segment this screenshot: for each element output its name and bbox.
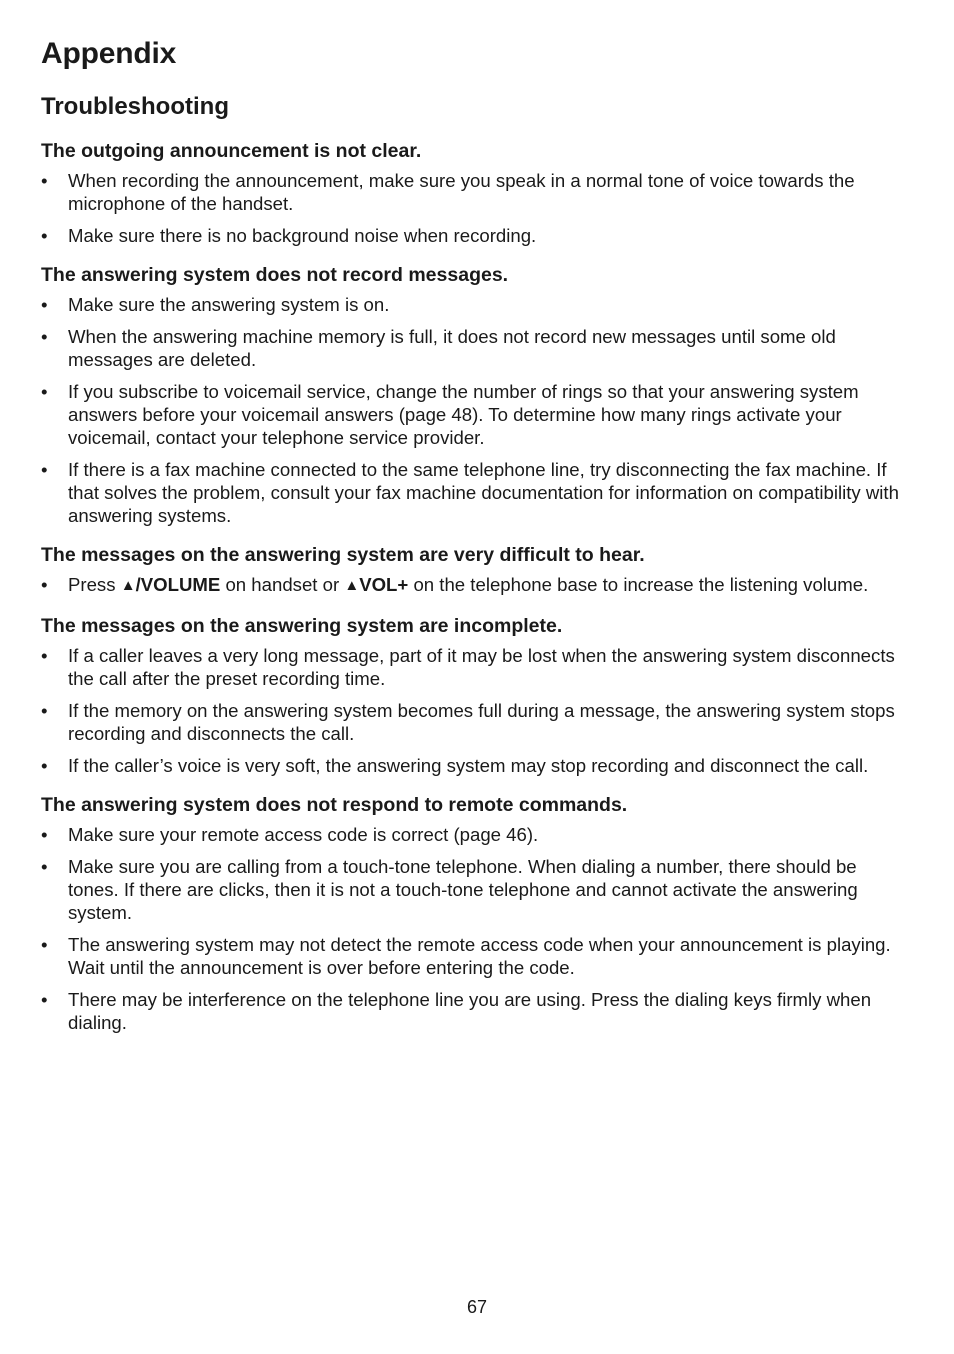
list-item (41, 293, 910, 316)
list-item (41, 823, 910, 846)
mid-text: on handset or (220, 574, 345, 595)
bullet-list (41, 644, 910, 777)
list-item-text: The answering system may not detect the remote access code when your announcement is playing. Wait until the announcement is over before entering the code. (68, 934, 891, 978)
list-item (41, 169, 910, 215)
bullet-icon: • (41, 381, 48, 402)
bullet-icon: • (41, 934, 48, 955)
list-item (41, 325, 910, 371)
bullet-icon: • (41, 755, 48, 776)
volume-key-label: /VOLUME (135, 574, 221, 595)
list-item (41, 933, 910, 979)
list-item (41, 855, 910, 924)
list-item-text: Make sure your remote access code is correct (page 46). (68, 824, 539, 845)
issue-block (41, 139, 910, 247)
issue-heading: The messages on the answering system are very difficult to hear. (41, 544, 645, 566)
section-title: Troubleshooting (41, 93, 229, 120)
bullet-icon: • (41, 459, 48, 480)
list-item-text: When the answering machine memory is full, it does not record new messages until some old messages are deleted. (68, 326, 836, 370)
list-item-text: Make sure the answering system is on. (68, 294, 390, 315)
issue-block (41, 263, 910, 527)
issue-heading: The answering system does not respond to remote commands. (41, 794, 628, 816)
list-item (41, 699, 910, 745)
volume-up-triangle-icon: ▲ (120, 577, 136, 594)
list-item-text: Make sure there is no background noise when recording. (68, 225, 537, 246)
issue-heading: The messages on the answering system are incomplete. (41, 615, 563, 637)
vol-plus-triangle-icon: ▲ (344, 577, 360, 594)
bullet-icon: • (41, 574, 48, 595)
bullet-icon: • (41, 989, 48, 1010)
list-item (41, 988, 910, 1034)
list-item-text: If you subscribe to voicemail service, change the number of rings so that your answering system answers before your voicemail answers (page 48). To determine how many rings activate your voicemail, contact your telephone service provider. (68, 381, 859, 448)
list-item (41, 644, 910, 690)
bullet-icon: • (41, 700, 48, 721)
list-item (41, 573, 910, 598)
list-item-text: There may be interference on the telephone line you are using. Press the dialing keys firmly when dialing. (68, 989, 872, 1033)
bullet-icon: • (41, 856, 48, 877)
list-item-text: If a caller leaves a very long message, part of it may be lost when the answering system disconnects the call after the preset recording time. (68, 645, 895, 689)
list-item-text: Make sure you are calling from a touch-tone telephone. When dialing a number, there should be tones. If there are clicks, then it is not a touch-tone telephone and cannot activate the answering system. (68, 856, 858, 923)
press-text: Press (68, 574, 121, 595)
list-item-text: If the memory on the answering system becomes full during a message, the answering system stops recording and disconnects the call. (68, 700, 895, 744)
list-item-text: If the caller’s voice is very soft, the answering system may stop recording and disconnect the call. (68, 755, 869, 776)
bullet-icon: • (41, 294, 48, 315)
list-item-text: When recording the announcement, make sure you speak in a normal tone of voice towards the microphone of the handset. (68, 170, 855, 214)
bullet-list (41, 823, 910, 1034)
bullet-icon: • (41, 170, 48, 191)
bullet-icon: • (41, 225, 48, 246)
list-item (41, 224, 910, 247)
vol-plus-key-label: VOL+ (359, 574, 409, 595)
issue-heading: The outgoing announcement is not clear. (41, 140, 422, 162)
bullet-icon: • (41, 824, 48, 845)
list-item (41, 380, 910, 449)
bullet-icon: • (41, 645, 48, 666)
list-item (41, 458, 910, 527)
issue-heading: The answering system does not record messages. (41, 264, 509, 286)
rest-text: on the telephone base to increase the listening volume. (408, 574, 869, 595)
bullet-list (41, 293, 910, 527)
bullet-list (41, 573, 910, 598)
issue-block (41, 543, 910, 598)
page-number: 67 (466, 1297, 488, 1317)
bullet-list (41, 169, 910, 247)
list-item-text: If there is a fax machine connected to the same telephone line, try disconnecting the fax machine. If that solves the problem, consult your fax machine documentation for information on compatibility with answering systems. (68, 459, 899, 526)
issue-block (41, 793, 910, 1034)
page-title: Appendix (41, 37, 177, 70)
list-item (41, 754, 910, 777)
issue-block (41, 614, 910, 777)
bullet-icon: • (41, 326, 48, 347)
